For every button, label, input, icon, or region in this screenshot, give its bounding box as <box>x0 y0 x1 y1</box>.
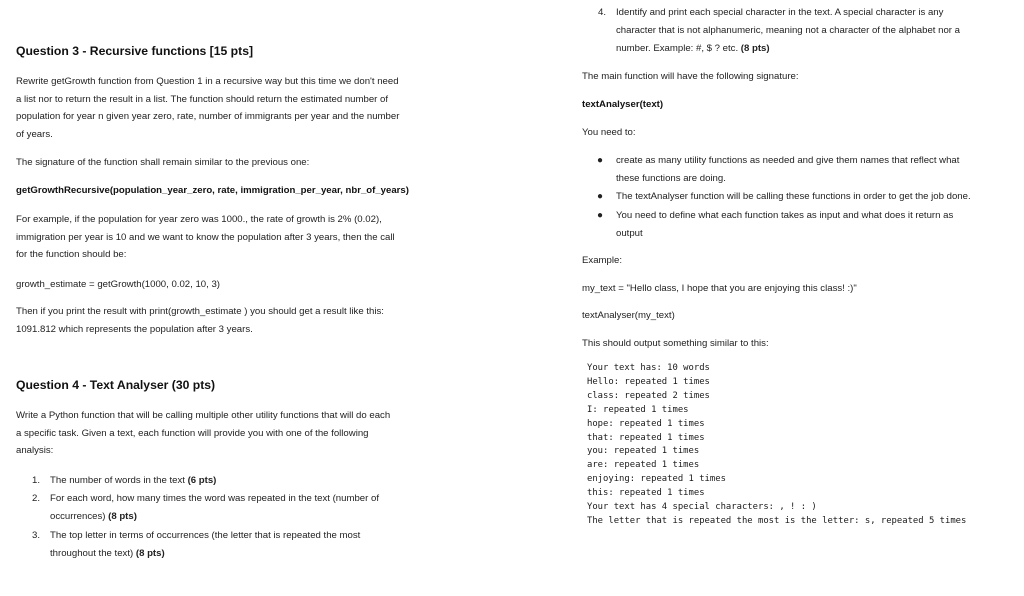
q4-task-list <box>16 472 456 563</box>
q4-task-points: (8 pts) <box>108 511 137 523</box>
q3-signature: getGrowthRecursive(population_year_zero, rate, immigration_per_year, nbr_of_years) <box>16 185 409 196</box>
requirement-item <box>597 207 1016 243</box>
bullet-icon: ● <box>597 209 604 221</box>
q4-task-item <box>32 527 456 563</box>
q4-task-item <box>598 4 1018 59</box>
output-line: are: repeated 1 times <box>587 460 700 471</box>
output-line: enjoying: repeated 1 times <box>587 474 726 485</box>
output-intro: This should output something similar to this: <box>582 338 769 349</box>
q3-example <box>16 211 456 264</box>
q4-task-text: The top letter in terms of occurrences (the letter that is repeated the most <box>50 529 361 541</box>
q3-example-line: for the function should be: <box>16 249 127 260</box>
requirement-text: create as many utility functions as needed and give them names that reflect what <box>616 155 960 166</box>
q4-task-text: occurrences) <box>50 511 106 523</box>
main-signature: textAnalyser(text) <box>582 99 664 110</box>
requirement-item <box>597 152 1016 188</box>
requirement-text: You need to define what each function takes as input and what does it return as <box>616 209 954 221</box>
q3-result-line: Then if you print the result with print(growth_estimate ) you should get a result like this: <box>16 306 384 317</box>
question-4-title: Question 4 - Text Analyser (30 pts) <box>16 378 216 392</box>
q3-paragraph <box>16 73 456 143</box>
q3-para-line: a list nor to return the result in a list. The function should return the estimated number of <box>16 93 389 105</box>
output-line: that: repeated 1 times <box>587 432 705 443</box>
q3-signature-intro: The signature of the function shall remain similar to the previous one: <box>16 157 310 168</box>
q3-para-line: Rewrite getGrowth function from Question 1 in a recursive way but this time we don't need <box>16 76 399 87</box>
q4-intro-line: a specific task. Given a text, each function will provide you with one of the following <box>16 427 369 439</box>
example-text: my_text = "Hello class, I hope that you are enjoying this class! :)" <box>582 283 857 294</box>
bullet-icon: ● <box>597 155 604 166</box>
output-line: Hello: repeated 1 times <box>587 376 710 387</box>
output-line: Your text has: 10 words <box>587 363 710 373</box>
q4-task-text: number. Example: #, $ ? etc. <box>616 43 739 55</box>
need-intro: You need to: <box>582 127 636 138</box>
q4-task-number: 1. <box>32 475 41 486</box>
q4-task-text: throughout the text) <box>50 547 134 559</box>
output-line: this: repeated 1 times <box>587 488 705 499</box>
example-label: Example: <box>582 255 622 266</box>
q4-task-number: 2. <box>32 493 41 505</box>
q4-task-points: (8 pts) <box>135 547 165 559</box>
q4-task-item-4 <box>582 4 1018 59</box>
q3-call: growth_estimate = getGrowth(1000, 0.02, 10, 3) <box>16 279 220 290</box>
q4-task-text: character that is not alphanumeric, meaning not a character of the alphabet nor a <box>616 25 960 37</box>
requirements-list <box>582 152 1016 243</box>
bullet-icon: ● <box>597 191 604 203</box>
q4-task-number: 4. <box>598 7 607 18</box>
q4-intro-line: Write a Python function that will be calling multiple other utility functions that will do each <box>16 410 391 421</box>
output-line: class: repeated 2 times <box>587 390 710 401</box>
requirement-item <box>597 188 1016 206</box>
output-line: Your text has 4 special characters: , ! : ) <box>587 502 817 513</box>
main-signature-intro: The main function will have the following signature: <box>582 71 799 82</box>
requirement-text: these functions are doing. <box>616 173 726 185</box>
question-3-title: Question 3 - Recursive functions [15 pts] <box>16 44 254 58</box>
q4-intro <box>16 407 456 460</box>
output-line: I: repeated 1 times <box>587 404 689 415</box>
q4-task-text: The number of words in the text <box>50 475 185 486</box>
output-line: you: repeated 1 times <box>587 446 700 457</box>
q3-example-line: For example, if the population for year zero was 1000., the rate of growth is 2% (0.02), <box>16 214 382 225</box>
example-call: textAnalyser(my_text) <box>582 310 675 321</box>
requirement-text: output <box>616 227 643 239</box>
output-code-block <box>587 362 966 529</box>
q4-task-points: (6 pts) <box>187 475 217 486</box>
q3-result <box>16 303 456 338</box>
q4-intro-line: analysis: <box>16 445 54 456</box>
q4-task-number: 3. <box>32 529 41 541</box>
q4-task-text: Identify and print each special character in the text. A special character is any <box>616 7 944 18</box>
q3-para-line: of years. <box>16 128 53 140</box>
requirement-text: The textAnalyser function will be calling these functions in order to get the job done. <box>616 191 971 203</box>
output-line: The letter that is repeated the most is the letter: s, repeated 5 times <box>587 515 967 526</box>
q3-result-line: 1091.812 which represents the population after 3 years. <box>16 323 253 335</box>
q4-task-text: For each word, how many times the word was repeated in the text (number of <box>50 493 380 505</box>
q4-task-item <box>32 490 456 526</box>
q4-task-item <box>32 472 456 490</box>
q3-example-line: immigration per year is 10 and we want to know the population after 3 years, then the call <box>16 231 395 243</box>
q3-para-line: population for year n given year zero, rate, number of immigrants per year and the number <box>16 111 400 122</box>
q4-task-points: (8 pts) <box>740 43 770 55</box>
output-line: hope: repeated 1 times <box>587 418 705 429</box>
